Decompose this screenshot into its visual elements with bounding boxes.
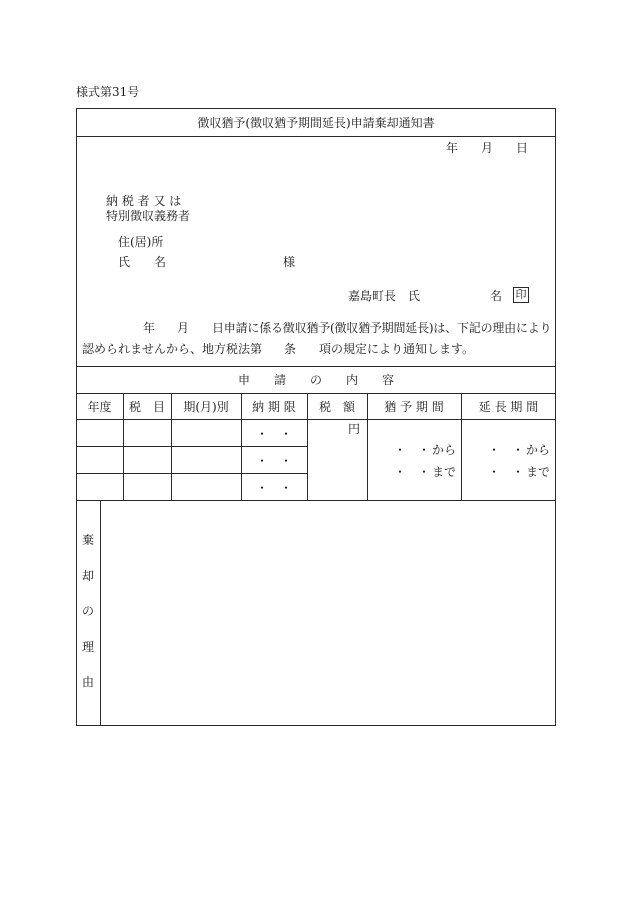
deferral-from-label: から <box>432 443 457 457</box>
th-period: 期(月)別 <box>183 400 229 414</box>
th-deferral-period: 猶 予 期 間 <box>384 400 444 414</box>
deferral-to-dots: ・ ・ <box>394 465 431 479</box>
extension-to-dots: ・ ・ <box>488 465 525 479</box>
due-date-dots-3: ・ ・ <box>255 481 292 495</box>
extension-to-label: まで <box>526 465 551 479</box>
reason-char-4: 理 <box>82 640 95 654</box>
section-char-5: 容 <box>382 373 395 387</box>
header-top-line <box>76 393 556 394</box>
title-divider <box>76 136 556 137</box>
th-fiscal-year: 年度 <box>87 400 112 414</box>
form-number: 様式第31号 <box>76 85 140 99</box>
recipient-taxpayer: 納 税 者 又 は <box>106 194 182 208</box>
header-bottom-line <box>76 419 556 420</box>
name-label-2: 名 <box>154 255 167 269</box>
body-month: 月 <box>177 321 190 335</box>
reason-char-1: 棄 <box>82 533 95 547</box>
deferral-to-label: まで <box>432 465 457 479</box>
row2-bottom-line <box>76 473 307 474</box>
yen-unit: 円 <box>348 422 361 436</box>
row1-bottom-line <box>76 446 307 447</box>
reason-text-area[interactable] <box>101 501 555 725</box>
issuer-name-label: 名 <box>490 289 503 303</box>
reason-char-2: 却 <box>82 569 95 583</box>
deferral-from-dots: ・ ・ <box>394 443 431 457</box>
section-char-4: 内 <box>346 373 359 387</box>
date-month: 月 <box>481 141 494 155</box>
name-label-1: 氏 <box>118 255 131 269</box>
form-title: 徴収猶予(徴収猶予期間延長)申請棄却通知書 <box>197 116 435 130</box>
body-year: 年 <box>143 321 156 335</box>
address-label: 住(居)所 <box>118 235 164 249</box>
recipient-special-collector: 特別徴収義務者 <box>106 209 191 223</box>
th-tax-item: 税 目 <box>128 400 165 414</box>
th-extension-period: 延 長 期 間 <box>478 400 539 414</box>
due-date-dots-1: ・ ・ <box>255 427 292 441</box>
body-line2-c: 項の規定により通知します。 <box>319 342 475 356</box>
date-day: 日 <box>516 141 529 155</box>
extension-from-dots: ・ ・ <box>488 443 525 457</box>
date-year: 年 <box>446 141 459 155</box>
reason-char-5: 由 <box>82 675 95 689</box>
section-char-1: 申 <box>238 373 251 387</box>
body-line2-a: 認められませんから、地方税法第 <box>82 342 263 356</box>
th-due-date: 納 期 限 <box>252 400 296 414</box>
honorific: 様 <box>283 255 296 269</box>
reason-char-3: の <box>82 604 95 618</box>
th-tax-amount: 税 額 <box>318 400 355 414</box>
body-line1-rest: 日申請に係る徴収猶予(徴収猶予期間延長)は、下記の理由により <box>212 321 552 335</box>
section-char-3: の <box>310 373 323 387</box>
seal-mark: 印 <box>513 287 529 303</box>
section-char-2: 請 <box>274 373 287 387</box>
issuer-title: 嘉島町長 氏 <box>348 289 421 303</box>
section-top-line <box>76 366 556 367</box>
extension-from-label: から <box>526 443 551 457</box>
due-date-dots-2: ・ ・ <box>255 454 292 468</box>
body-article: 条 <box>284 342 297 356</box>
